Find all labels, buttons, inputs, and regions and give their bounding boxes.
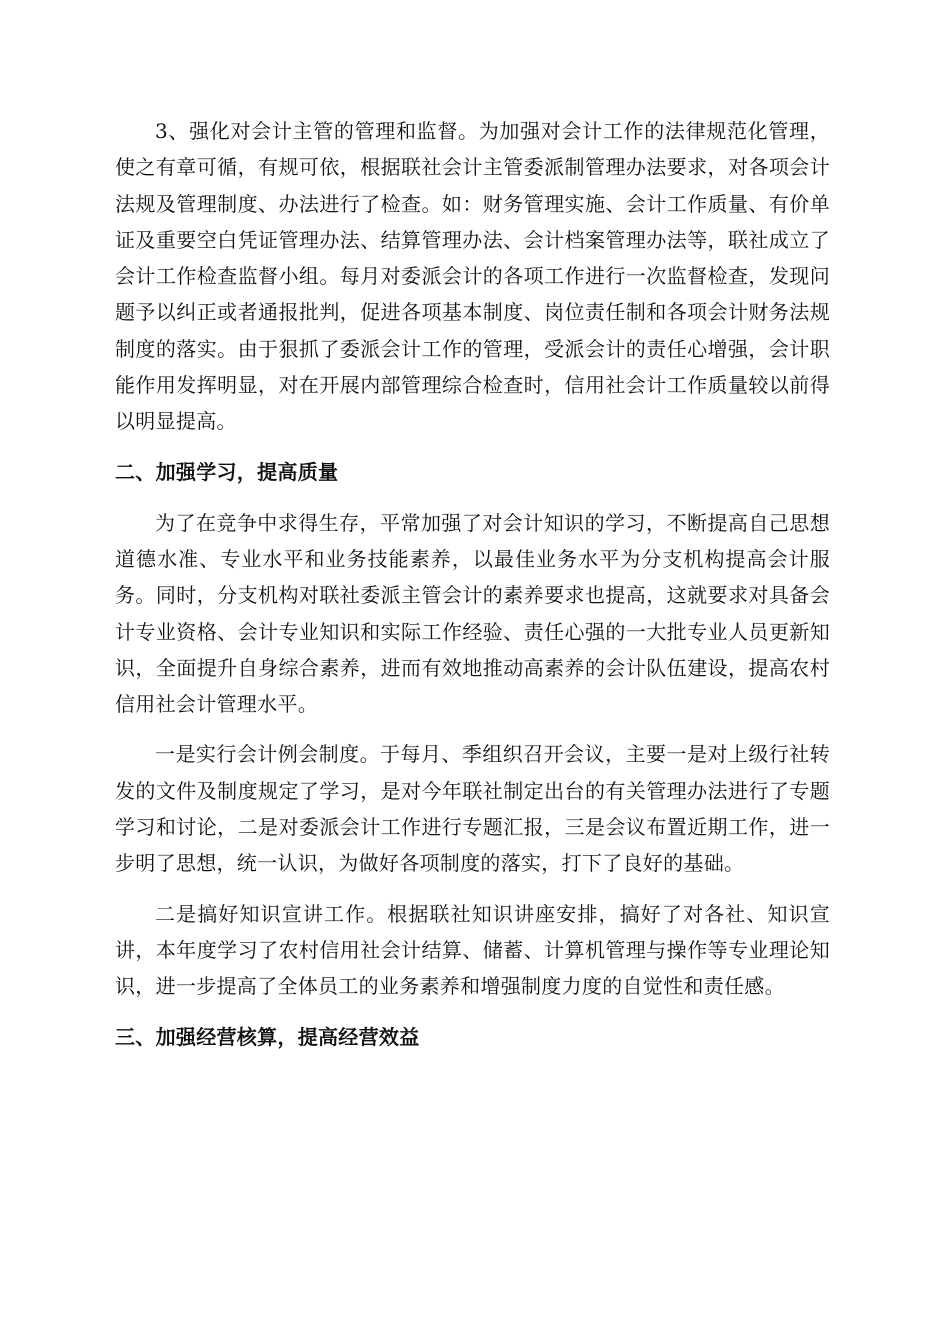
paragraph-learning-intro: 为了在竞争中求得生存，平常加强了对会计知识的学习，不断提高自己思想道德水准、专业水平和业务技能素养，以最佳业务水平为分支机构提高会计服务。同时，分支机构对联社委派主管会计的素养要求也提高，这就要求对具备会计专业资格、会计专业知识和实际工作经验、责任心强的一大批专业人员更新知识，全面提升自身综合素养，进而有效地推动高素养的会计队伍建设，提高农村信用社会计管理水平。: [115, 510, 830, 717]
paragraph-knowledge-lecture: 二是搞好知识宣讲工作。根据联社知识讲座安排，搞好了对各社、知识宣讲，本年度学习了农村信用社会计结算、储蓄、计算机管理与操作等专业理论知识，进一步提高了全体员工的业务素养和增强制度力度的自觉性和责任感。: [115, 901, 830, 999]
document-page: [115, 113, 830, 1055]
paragraph-accounting-meeting: 一是实行会计例会制度。于每月、季组织召开会议，主要一是对上级行社转发的文件及制度规定了学习，是对今年联社制定出台的有关管理办法进行了专题学习和讨论，二是对委派会计工作进行专题汇报，三是会议布置近期工作，进一步明了思想，统一认识，为做好各项制度的落实，打下了良好的基础。: [115, 742, 830, 876]
section-heading-accounting: 三、加强经营核算，提高经营效益: [115, 1024, 420, 1049]
section-heading-learning: 二、加强学习，提高质量: [115, 459, 339, 484]
paragraph-accounting-supervision: 3、强化对会计主管的管理和监督。为加强对会计工作的法律规范化管理，使之有章可循，有规可依，根据联社会计主管委派制管理办法要求，对各项会计法规及管理制度、办法进行了检查。如：财务管理实施、会计工作质量、有价单证及重要空白凭证管理办法、结算管理办法、会计档案管理办法等，联社成立了会计工作检查监督小组。每月对委派会计的各项工作进行一次监督检查，发现问题予以纠正或者通报批判，促进各项基本制度、岗位责任制和各项会计财务法规制度的落实。由于狠抓了委派会计工作的管理，受派会计的责任心增强，会计职能作用发挥明显，对在开展内部管理综合检查时，信用社会计工作质量较以前得以明显提高。: [115, 119, 830, 434]
